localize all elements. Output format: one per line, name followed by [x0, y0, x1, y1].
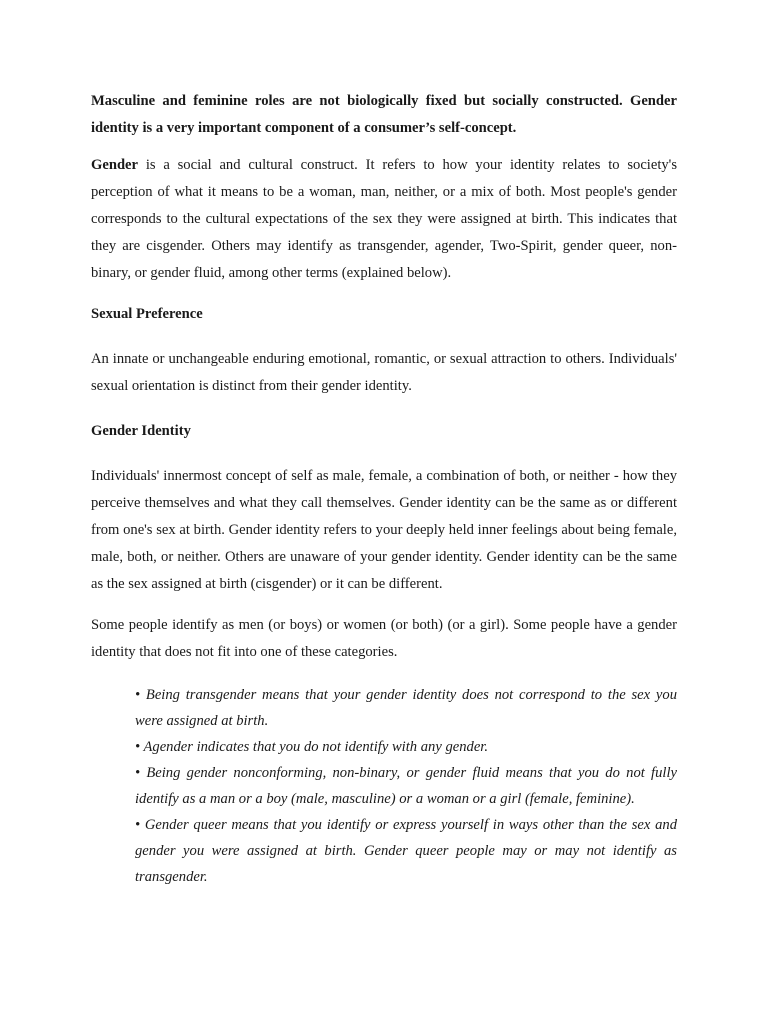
- list-item: • Gender queer means that you identify or express yourself in ways other than the sex and gender you were assigned at birth. Gender queer people may or may not identify as transgender.: [135, 817, 677, 885]
- gender-terms-list: [91, 682, 677, 890]
- intro-paragraph: Masculine and feminine roles are not biologically fixed but socially constructed. Gender identity is a very important component of a consumer’s self-concept.: [91, 93, 677, 136]
- list-item: • Being gender nonconforming, non-binary, or gender fluid means that you do not fully identify as a man or a boy (male, masculine) or a woman or a girl (female, feminine).: [135, 765, 677, 807]
- list-item: • Being transgender means that your gender identity does not correspond to the sex you were assigned at birth.: [135, 687, 677, 729]
- gender-paragraph-body: is a social and cultural construct. It refers to how your identity relates to society's perception of what it means to be a woman, man, neither, or a mix of both. Most people's gender corresponds to the cultural expectations of the sex they were assigned at birth. This indicates that they are cisgender. Others may identify as transgender, agender, Two-Spirit, gender queer, non-binary, or gender fluid, among other terms (explained below).: [91, 157, 677, 281]
- gender-term: Gender: [91, 157, 139, 173]
- sexual-preference-heading: Sexual Preference: [91, 306, 203, 322]
- list-item: • Agender indicates that you do not identify with any gender.: [135, 739, 489, 755]
- gender-identity-paragraph-2: Some people identify as men (or boys) or women (or both) (or a girl). Some people have a gender identity that does not fit into one of these categories.: [91, 617, 677, 660]
- gender-identity-paragraph: Individuals' innermost concept of self as male, female, a combination of both, or neither - how they perceive themselves and what they call themselves. Gender identity can be the same as or different from one's sex at birth. Gender identity refers to your deeply held inner feelings about being female, male, both, or neither. Others are unaware of your gender identity. Gender identity can be the same as the sex assigned at birth (cisgender) or it can be different.: [91, 468, 677, 592]
- gender-paragraph: [91, 152, 677, 287]
- sexual-preference-paragraph: An innate or unchangeable enduring emotional, romantic, or sexual attraction to others. Individuals' sexual orientation is distinct from their gender identity.: [91, 351, 677, 394]
- gender-identity-heading: Gender Identity: [91, 423, 191, 439]
- document-page: [91, 88, 677, 890]
